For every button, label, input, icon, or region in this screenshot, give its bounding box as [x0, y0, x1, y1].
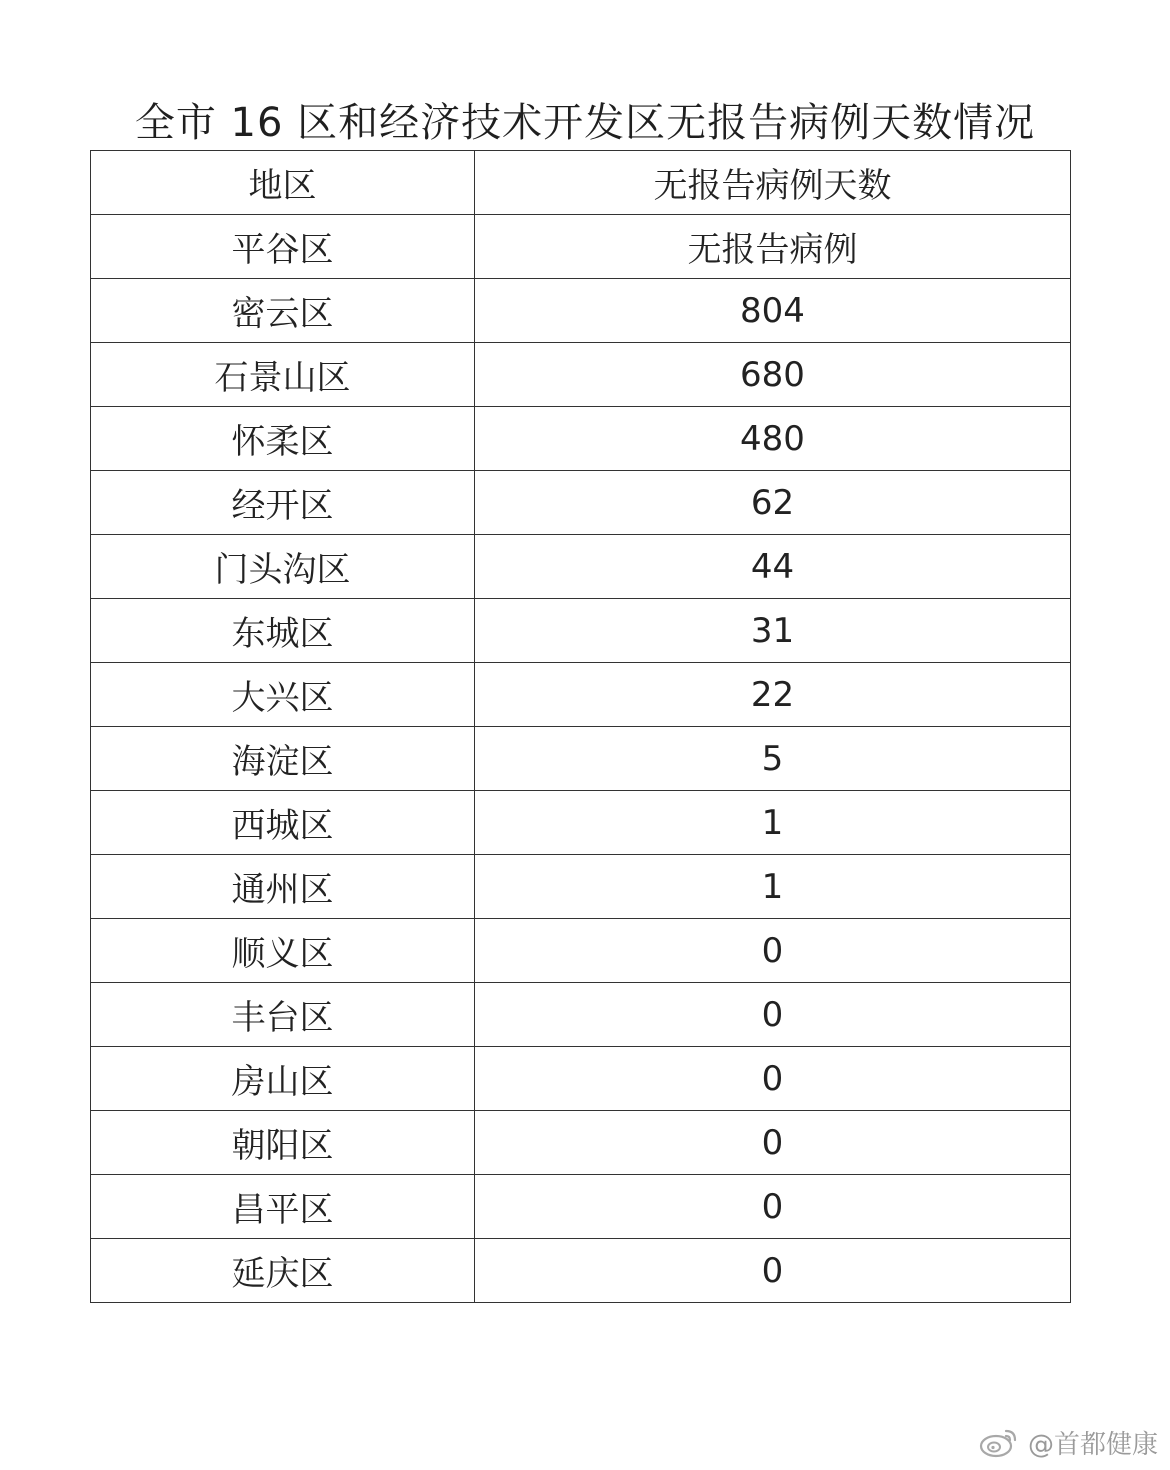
region-cell: 东城区	[91, 599, 475, 663]
watermark	[978, 1422, 1158, 1462]
table-row	[91, 791, 1071, 855]
table-row	[91, 407, 1071, 471]
days-cell: 0	[475, 1239, 1071, 1303]
table-row	[91, 1111, 1071, 1175]
header-region: 地区	[91, 151, 475, 215]
table-row	[91, 727, 1071, 791]
table-row	[91, 599, 1071, 663]
region-cell: 延庆区	[91, 1239, 475, 1303]
region-cell: 平谷区	[91, 215, 475, 279]
table-row	[91, 1239, 1071, 1303]
days-cell: 31	[475, 599, 1071, 663]
table-row	[91, 343, 1071, 407]
table-row	[91, 215, 1071, 279]
days-cell: 无报告病例	[475, 215, 1071, 279]
table-row	[91, 471, 1071, 535]
table-row	[91, 663, 1071, 727]
days-cell: 22	[475, 663, 1071, 727]
days-cell: 62	[475, 471, 1071, 535]
region-cell: 昌平区	[91, 1175, 475, 1239]
days-cell: 0	[475, 1175, 1071, 1239]
days-cell: 804	[475, 279, 1071, 343]
table-row	[91, 855, 1071, 919]
table-row	[91, 1047, 1071, 1111]
days-cell: 0	[475, 983, 1071, 1047]
no-case-days-table	[90, 150, 1071, 1303]
days-cell: 0	[475, 919, 1071, 983]
region-cell: 石景山区	[91, 343, 475, 407]
table-row	[91, 279, 1071, 343]
region-cell: 朝阳区	[91, 1111, 475, 1175]
region-cell: 丰台区	[91, 983, 475, 1047]
region-cell: 经开区	[91, 471, 475, 535]
header-days: 无报告病例天数	[475, 151, 1071, 215]
days-cell: 5	[475, 727, 1071, 791]
days-cell: 1	[475, 791, 1071, 855]
days-cell: 480	[475, 407, 1071, 471]
region-cell: 通州区	[91, 855, 475, 919]
region-cell: 密云区	[91, 279, 475, 343]
table-row	[91, 1175, 1071, 1239]
days-cell: 0	[475, 1111, 1071, 1175]
region-cell: 顺义区	[91, 919, 475, 983]
table-header-row	[91, 151, 1071, 215]
weibo-icon	[978, 1425, 1020, 1459]
region-cell: 房山区	[91, 1047, 475, 1111]
days-cell: 44	[475, 535, 1071, 599]
region-cell: 海淀区	[91, 727, 475, 791]
region-cell: 门头沟区	[91, 535, 475, 599]
region-cell: 大兴区	[91, 663, 475, 727]
table-row	[91, 535, 1071, 599]
region-cell: 西城区	[91, 791, 475, 855]
watermark-text: @首都健康	[1027, 1429, 1158, 1460]
days-cell: 1	[475, 855, 1071, 919]
region-cell: 怀柔区	[91, 407, 475, 471]
days-cell: 680	[475, 343, 1071, 407]
table-body	[91, 215, 1071, 1303]
page-title: 全市 16 区和经济技术开发区无报告病例天数情况	[134, 100, 1036, 146]
table-row	[91, 919, 1071, 983]
table-row	[91, 983, 1071, 1047]
days-cell: 0	[475, 1047, 1071, 1111]
